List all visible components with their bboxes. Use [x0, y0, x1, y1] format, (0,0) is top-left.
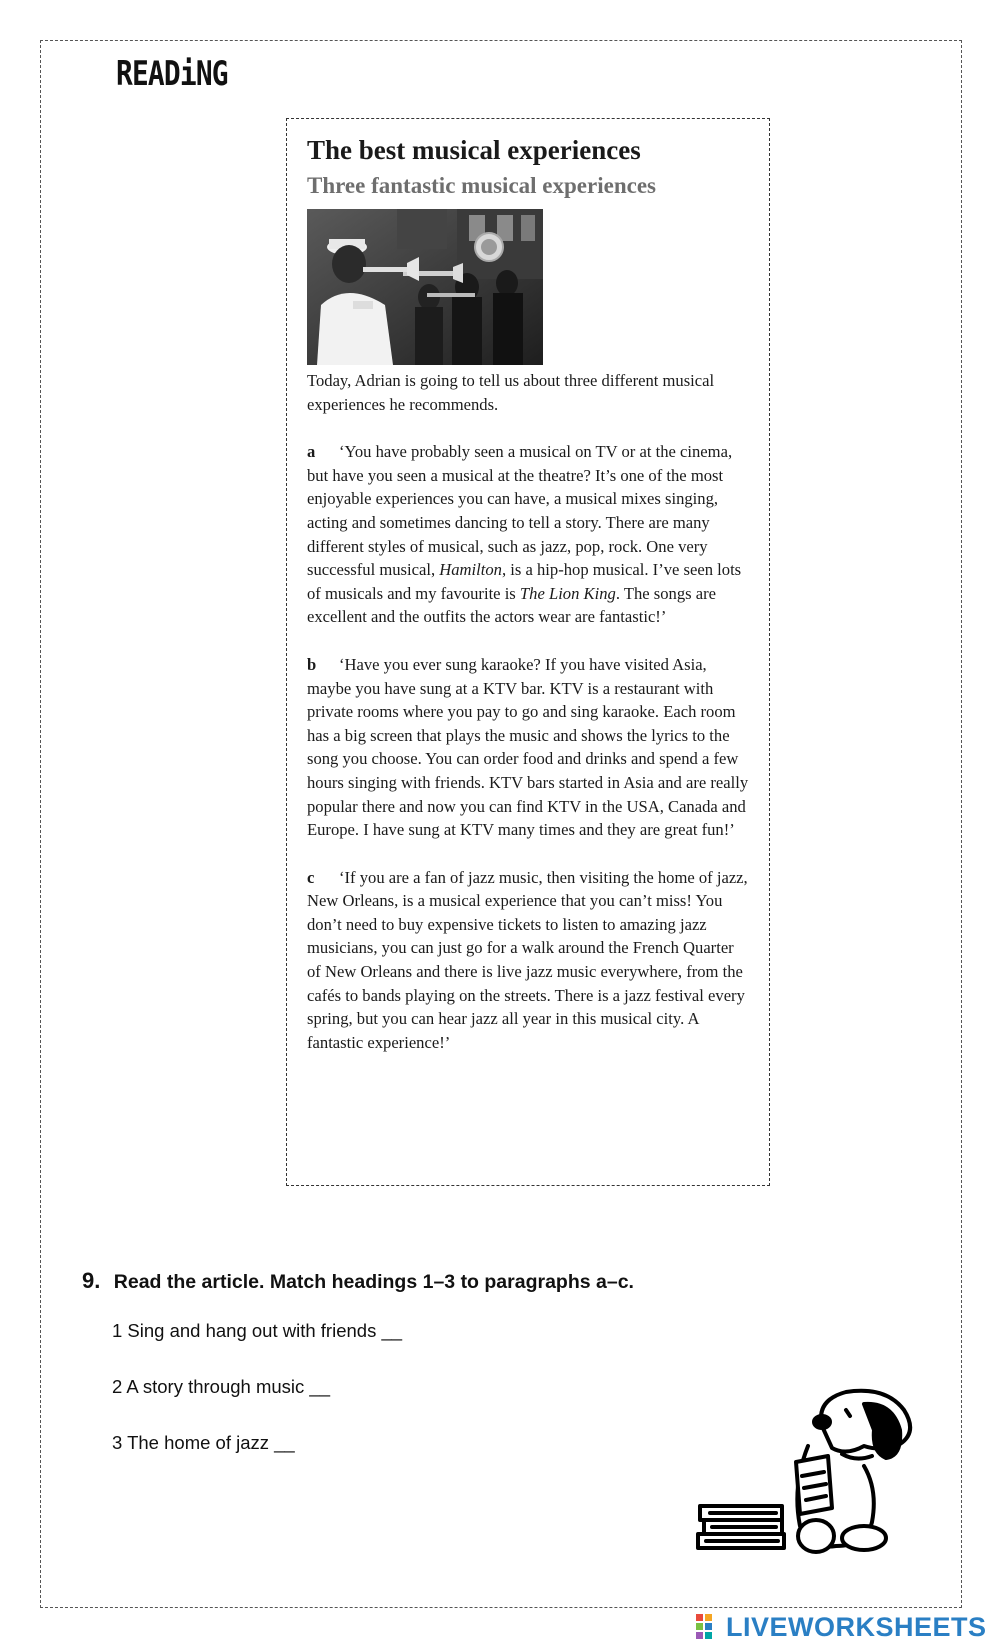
paragraph-a	[307, 440, 751, 629]
exercise-title	[82, 1268, 634, 1294]
jazz-band-photo	[307, 209, 543, 365]
exercise-instruction: Read the article. Match headings 1–3 to paragraphs a–c.	[113, 1271, 634, 1293]
article-title: The best musical experiences	[307, 135, 641, 165]
paragraph-a-italic-1: Hamilton	[439, 560, 502, 580]
paragraph-b-text: ‘Have you ever sung karaoke? If you have visited Asia, maybe you have sung at a KTV bar. KTV is a restaurant with private rooms where you pay to go and sing karaoke. Each room has a big screen that plays the music and shows the lyrics to the song you choose. You can order food and drinks and spend a few hours singing with friends. KTV bars started in Asia and are really popular there and now you can find KTV in the USA, Canada and Europe. I have sung at KTV many times and they are great fun!’	[307, 654, 749, 840]
logo-squares-icon	[696, 1614, 722, 1640]
paragraph-a-text-3: . The songs are excellent and the outfits the actors wear are fantastic!’	[307, 583, 716, 627]
exercise-item-2[interactable]: 2 A story through music __	[112, 1376, 331, 1397]
exercise-item-3[interactable]: 3 The home of jazz __	[112, 1432, 295, 1453]
paragraph-c-text: ‘If you are a fan of jazz music, then visiting the home of jazz, New Orleans, is a musical experience that you can’t miss! You don’t need to buy expensive tickets to listen to amazing jazz musicians, you can just go for a walk around the French Quarter of New Orleans and there is live jazz music everywhere, from the cafés to bands playing on the streets. There is a jazz festival every spring, but you can hear jazz all year in this musical city. A fantastic experience!’	[307, 867, 748, 1052]
paragraph-a-letter: a	[307, 442, 316, 462]
paragraph-a-italic-2: The Lion King	[519, 583, 616, 603]
section-heading: READiNG	[116, 54, 228, 94]
exercise-number: 9.	[82, 1268, 101, 1293]
snoopy-reading-icon	[696, 1386, 926, 1556]
exercise-item-1[interactable]: 1 Sing and hang out with friends __	[112, 1320, 403, 1341]
article-intro: Today, Adrian is going to tell us about three different musical experiences he recommends.	[307, 371, 715, 414]
paragraph-a-text-2: , is a hip-hop musical. I’ve seen lots of musicals and my favourite is	[307, 560, 742, 603]
paragraph-b-letter: b	[307, 654, 317, 674]
article-subtitle: Three fantastic musical experiences	[307, 173, 656, 198]
liveworksheets-logo[interactable]	[696, 1612, 987, 1642]
paragraph-b	[307, 653, 751, 842]
paragraph-a-text-1: ‘You have probably seen a musical on TV or at the cinema, but have you seen a musical at the theatre? It’s one of the most enjoyable experiences you can have, a musical mixes singing, acting and sometimes dancing to tell a story. There are many different styles of musical, such as jazz, pop, rock. One very successful musical,	[307, 442, 733, 580]
paragraph-c	[307, 866, 751, 1055]
article-box	[286, 118, 770, 1186]
logo-text: LIVEWORKSHEETS	[726, 1611, 987, 1642]
paragraph-c-letter: c	[307, 867, 315, 887]
